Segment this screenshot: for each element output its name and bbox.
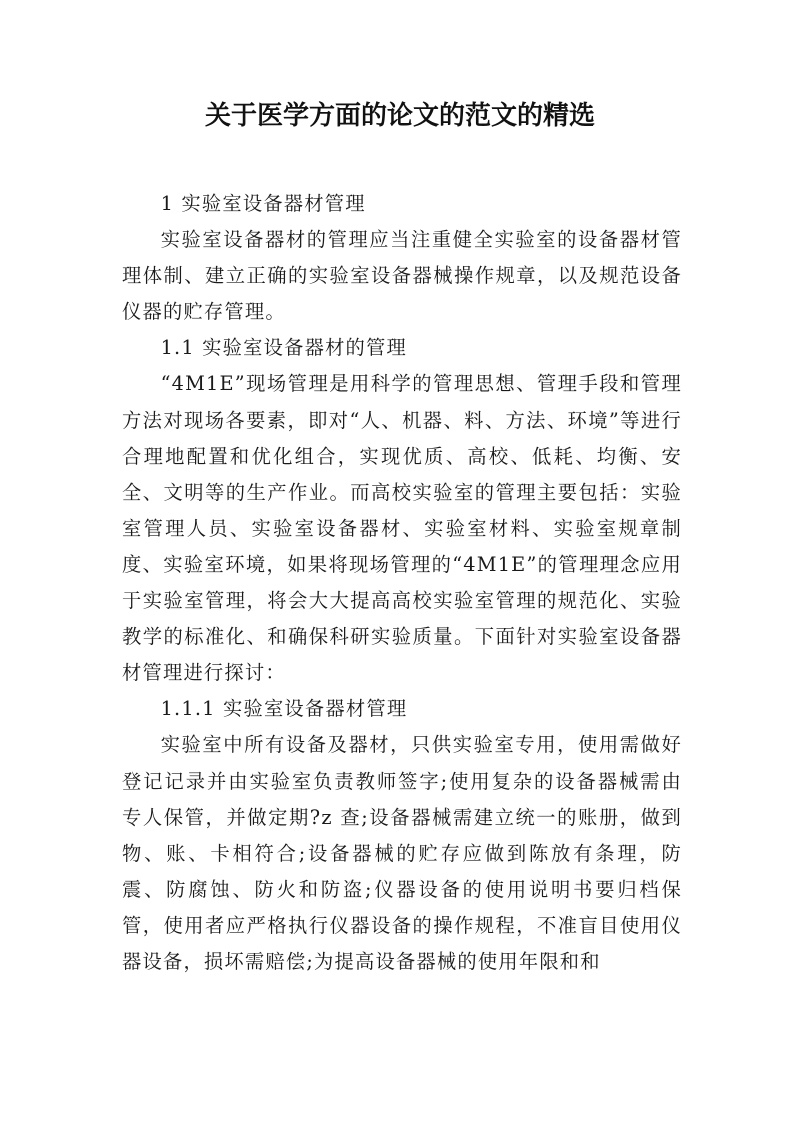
section-heading-1: 1 实验室设备器材管理 xyxy=(160,192,366,215)
section-heading-1-1: 1.1 实验室设备器材的管理 xyxy=(160,336,407,360)
document-title: 关于医学方面的论文的范文的精选 xyxy=(204,101,595,131)
document-body xyxy=(122,186,682,980)
paragraph-2: “4M1E”现场管理是用科学的管理思想、管理手段和管理方法对现场各要素，即对“人、机器、料、方法、环境”等进行合理地配置和优化组合，实现优质、高校、低耗、均衡、安全、文明等的生产作业。而高校实验室的管理主要包括：实验室管理人员、实验室设备器材、实验室材料、实验室规章制度、实验室环境，如果将现场管理的“4M1E”的管理理念应用于实验室管理，将会大大提高高校实验室管理的规范化、实验教学的标准化、和确保科研实验质量。下面针对实验室设备器材管理进行探讨： xyxy=(122,372,682,685)
paragraph-3: 实验室中所有设备及器材，只供实验室专用，使用需做好登记记录并由实验室负责教师签字;使用复杂的设备器械需由专人保管，并做定期?z 查;设备器械需建立统一的账册，做到物、账、卡相符合;设备器械的贮存应做到陈放有条理，防震、防腐蚀、防火和防盗;仪器设备的使用说明书要归档保管，使用者应严格执行仪器设备的操作规程，不准盲目使用仪器设备，损坏需赔偿;为提高设备器械的使用年限和和 xyxy=(122,733,682,973)
paragraph-1: 实验室设备器材的管理应当注重健全实验室的设备器材管理体制、建立正确的实验室设备器械操作规章，以及规范设备仪器的贮存管理。 xyxy=(122,228,682,324)
section-heading-1-1-1: 1.1.1 实验室设备器材管理 xyxy=(160,697,408,721)
